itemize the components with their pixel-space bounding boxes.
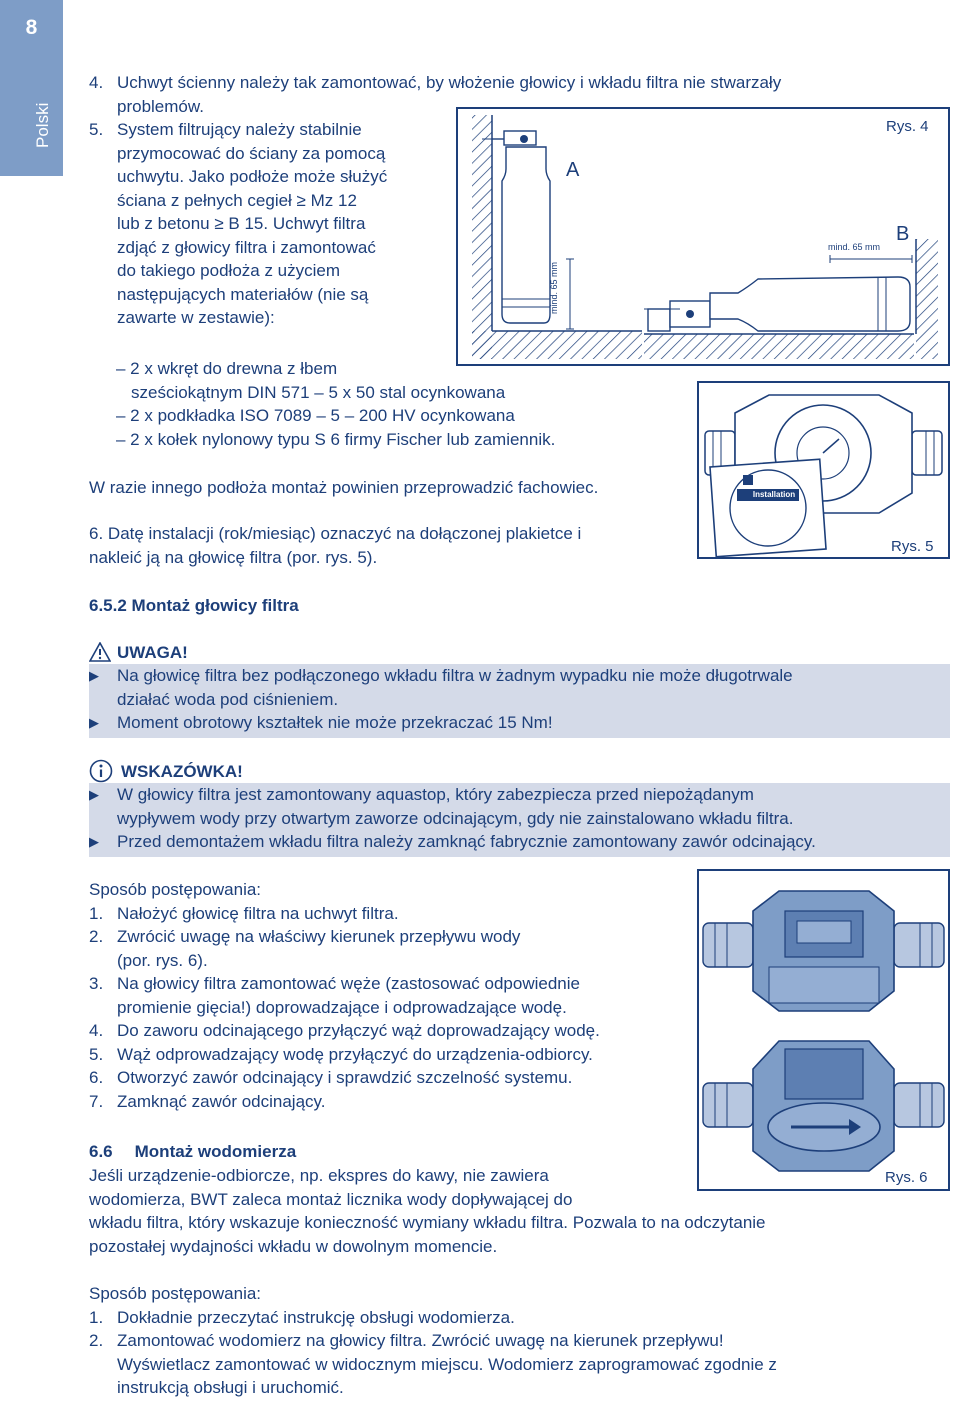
materials-line: – 2 x podkładka ISO 7089 – 5 – 200 HV ocynkowana — [116, 406, 515, 425]
side-tab — [0, 0, 63, 176]
figure-5-label: Rys. 5 — [891, 538, 934, 555]
list-item: 1. Nałożyć głowicę filtra na uchwyt filtra. — [89, 903, 399, 923]
warning-bullet: ▶ Moment obrotowy kształtek nie może przekraczać 15 Nm! — [89, 711, 950, 735]
procedure-2 — [89, 1282, 939, 1400]
figure-4-letter-b: B — [896, 223, 910, 245]
note-bullet: ▶ Przed demontażem wkładu filtra należy zamknąć fabrycznie zamontowany zawór odcinający. — [89, 830, 950, 854]
list-item-6: 6. Datę instalacji (rok/miesiąc) oznaczyć na dołączonej plakietce i nakleić ją na głowicę filtra (por. rys. 5). — [89, 524, 582, 567]
meter-paragraph: Jeśli urządzenie-odbiorcze, np. ekspres do kawy, nie zawiera wodomierza, BWT zaleca montaż licznika wody dopływającej do wkładu filtra, który wskazuje konieczność wymiany wkładu filtra. Pozwala to na odczytanie pozostałej wydajności wkładu w dowolnym momencie. — [89, 1166, 766, 1256]
procedure-1-title: Sposób postępowania: — [89, 880, 262, 899]
list-item: 6. Otworzyć zawór odcinający i sprawdzić szczelność systemu. — [89, 1068, 573, 1087]
figure-5 — [697, 381, 950, 559]
warning-box — [89, 664, 950, 738]
list-item: 4. Do zaworu odcinającego przyłączyć wąż doprowadzający wodę. — [89, 1021, 600, 1040]
figure-6-label: Rys. 6 — [885, 1169, 928, 1186]
flow-direction-diagram — [699, 871, 948, 1189]
list-item-4: 4. Uchwyt ścienny należy tak zamontować, by włożenie głowicy i wkładu filtra nie stwarzały problemów. — [89, 73, 782, 116]
list-item: 5. Wąż odprowadzający wodę przyłączyć do urządzenia-odbiorcy. — [89, 1044, 593, 1064]
procedure-2-title: Sposób postępowania: — [89, 1284, 262, 1303]
note-heading — [89, 759, 329, 783]
note-box — [89, 783, 950, 857]
figure-4-label: Rys. 4 — [886, 118, 929, 135]
triangle-right-icon: ▶ — [89, 787, 99, 802]
warning-heading — [89, 640, 329, 664]
warning-bullet: ▶ Na głowicę filtra bez podłączonego wkładu filtra w żadnym wypadku nie może długotrwale działać woda pod ciśnieniem. — [89, 664, 950, 711]
figure-4 — [456, 107, 950, 366]
materials-line: – 2 x wkręt do drewna z łbem — [116, 359, 338, 378]
filter-head-plaque-diagram — [699, 383, 948, 557]
dimension-horizontal: mind. 65 mm — [828, 242, 881, 252]
wall-mount-diagram — [458, 109, 948, 364]
warning-title: UWAGA! — [117, 643, 188, 662]
warning-triangle-icon — [89, 642, 111, 662]
list-item: 2. Zwrócić uwagę na właściwy kierunek przepływu wody (por. rys. 6). — [89, 927, 521, 970]
list-item-5: 5. System filtrujący należy stabilnie przymocować do ściany za pomocą uchwytu. Jako podłoże może służyć ściana z pełnych cegieł ≥ Mz 12 lub z betonu ≥ B 15. Uchwyt filtra zdjąć z głowicy filtra i zamontować do takiego podłoża z użyciem następujących materiałów (nie są zawarte w zestawie): — [89, 120, 388, 327]
list-item: 1. Dokładnie przeczytać instrukcję obsługi wodomierza. — [89, 1307, 515, 1327]
page-number: 8 — [25, 16, 38, 39]
plaque-label: Installation — [752, 490, 796, 499]
triangle-right-icon: ▶ — [89, 834, 99, 849]
triangle-right-icon: ▶ — [89, 668, 99, 683]
note-bullet: ▶ W głowicy filtra jest zamontowany aquastop, który zabezpiecza przed niepożądanym wypływem wody przy otwartym zaworze odcinającym, gdy nie zainstalowano wkładu filtra. — [89, 783, 950, 830]
dimension-vertical: mind. 65 mm — [549, 261, 559, 314]
triangle-right-icon: ▶ — [89, 715, 99, 730]
materials-list — [116, 357, 676, 451]
figure-4-letter-a: A — [566, 159, 580, 181]
materials-line: sześciokątnym DIN 571 – 5 x 50 stal ocynkowana — [131, 382, 506, 402]
materials-line: – 2 x kołek nylonowy typu S 6 firmy Fischer lub zamiennik. — [116, 429, 556, 449]
procedure-1 — [89, 878, 699, 1113]
section-heading-66: 6.6 Montaż wodomierza — [89, 1142, 297, 1161]
info-circle-icon — [89, 759, 113, 783]
other-surface-note: W razie innego podłoża montaż powinien przeprowadzić fachowiec. — [89, 478, 599, 497]
section-heading-652: 6.5.2 Montaż głowicy filtra — [89, 596, 299, 615]
figure-6 — [697, 869, 950, 1191]
language-label: Polski — [33, 102, 52, 148]
list-item: 3. Na głowicy filtra zamontować węże (zastosować odpowiednie promienie gięcia!) doprowadzające i odprowadzające wodę. — [89, 974, 580, 1017]
list-item: 7. Zamknąć zawór odcinający. — [89, 1091, 326, 1111]
list-item: 2. Zamontować wodomierz na głowicy filtra. Zwrócić uwagę na kierunek przepływu! Wyświetlacz zamontować w widocznym miejscu. Wodomierz zaprogramować zgodnie z instrukcją obsługi i uruchomić. — [89, 1331, 777, 1397]
note-title: WSKAZÓWKA! — [121, 762, 243, 781]
